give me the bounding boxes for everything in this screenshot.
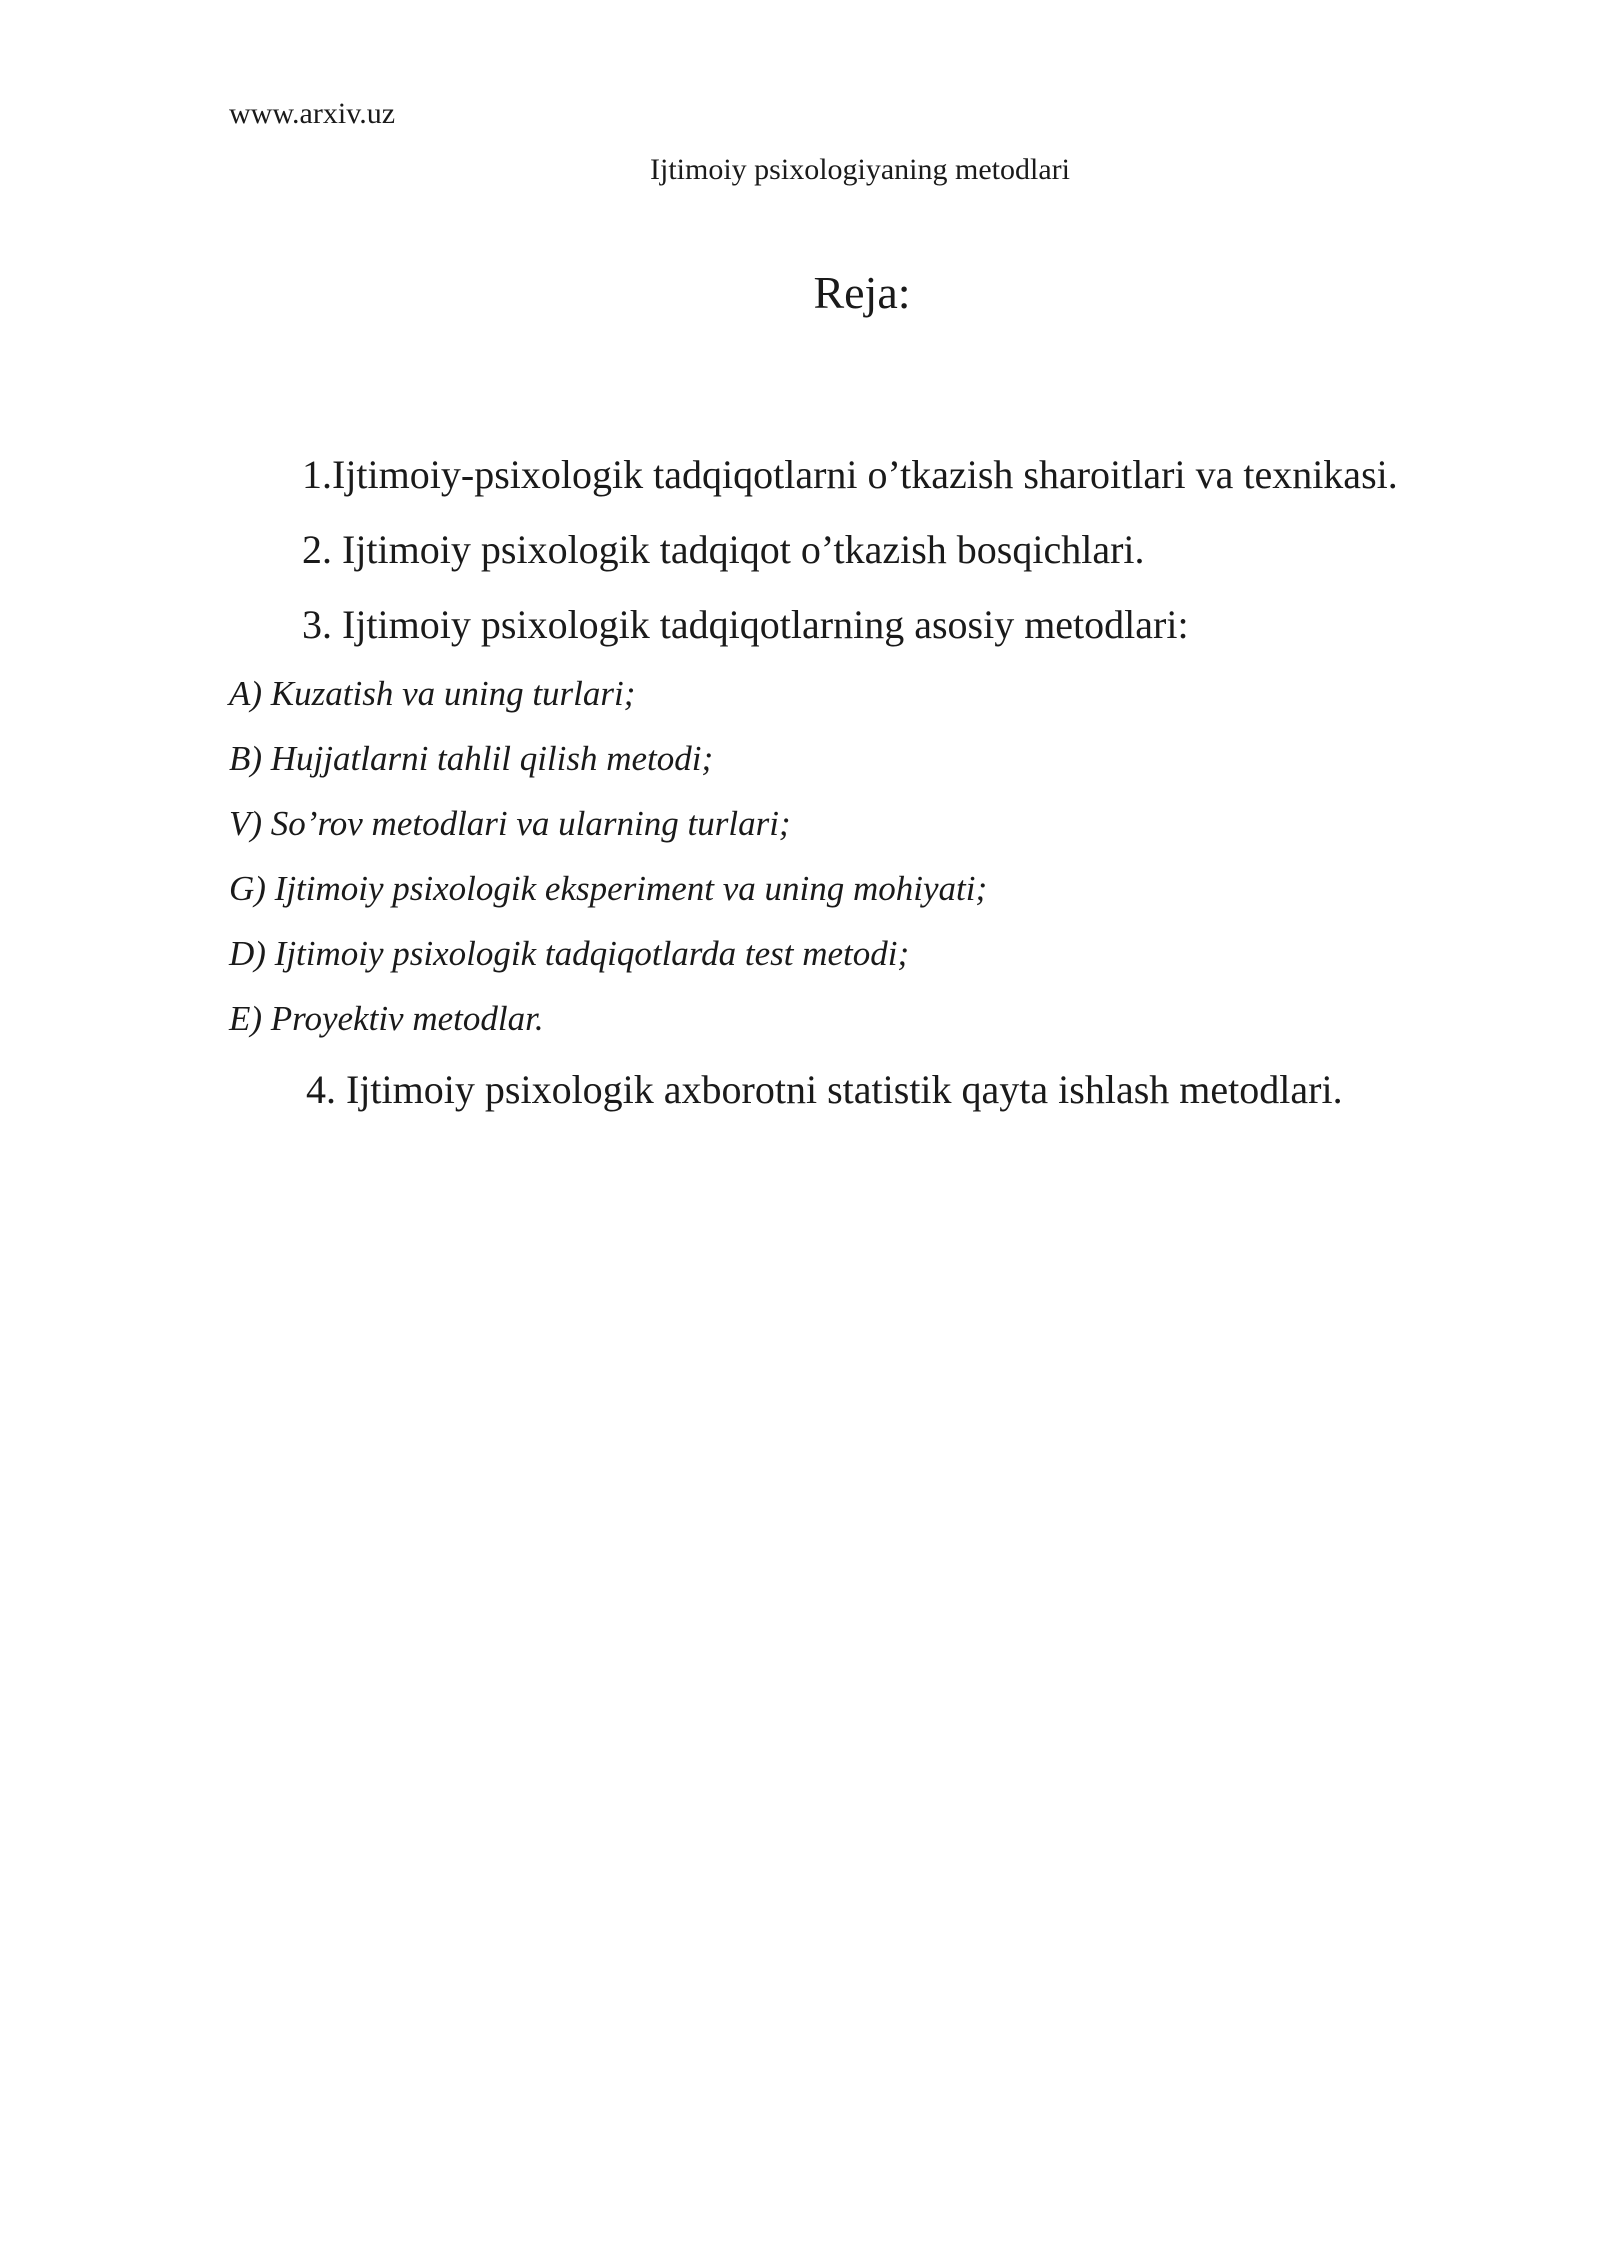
plan-item: 2. Ijtimoiy psixologik tadqiqot o’tkazish bosqichlari. [302, 527, 1145, 572]
plan-item: 3. Ijtimoiy psixologik tadqiqotlarning asosiy metodlari: [302, 602, 1189, 647]
plan-sub-item: B) Hujjatlarni tahlil qilish metodi; [229, 739, 714, 778]
plan-sub-item: G) Ijtimoiy psixologik eksperiment va uning mohiyati; [229, 869, 988, 908]
document-title: Ijtimoiy psixologiyaning metodlari [650, 153, 1070, 186]
plan-sub-item: E) Proyektiv metodlar. [229, 999, 544, 1038]
plan-sub-item: V) So’rov metodlari va ularning turlari; [229, 804, 791, 843]
plan-item: 4. Ijtimoiy psixologik axborotni statistik qayta ishlash metodlari. [306, 1067, 1343, 1112]
site-url: www.arxiv.uz [229, 97, 396, 130]
plan-sub-item: A) Kuzatish va uning turlari; [229, 674, 636, 713]
plan-heading: Reja: [813, 267, 911, 318]
plan-sub-item: D) Ijtimoiy psixologik tadqiqotlarda test metodi; [229, 934, 910, 973]
plan-item: 1.Ijtimoiy-psixologik tadqiqotlarni o’tkazish sharoitlari va texnikasi. [302, 452, 1398, 497]
